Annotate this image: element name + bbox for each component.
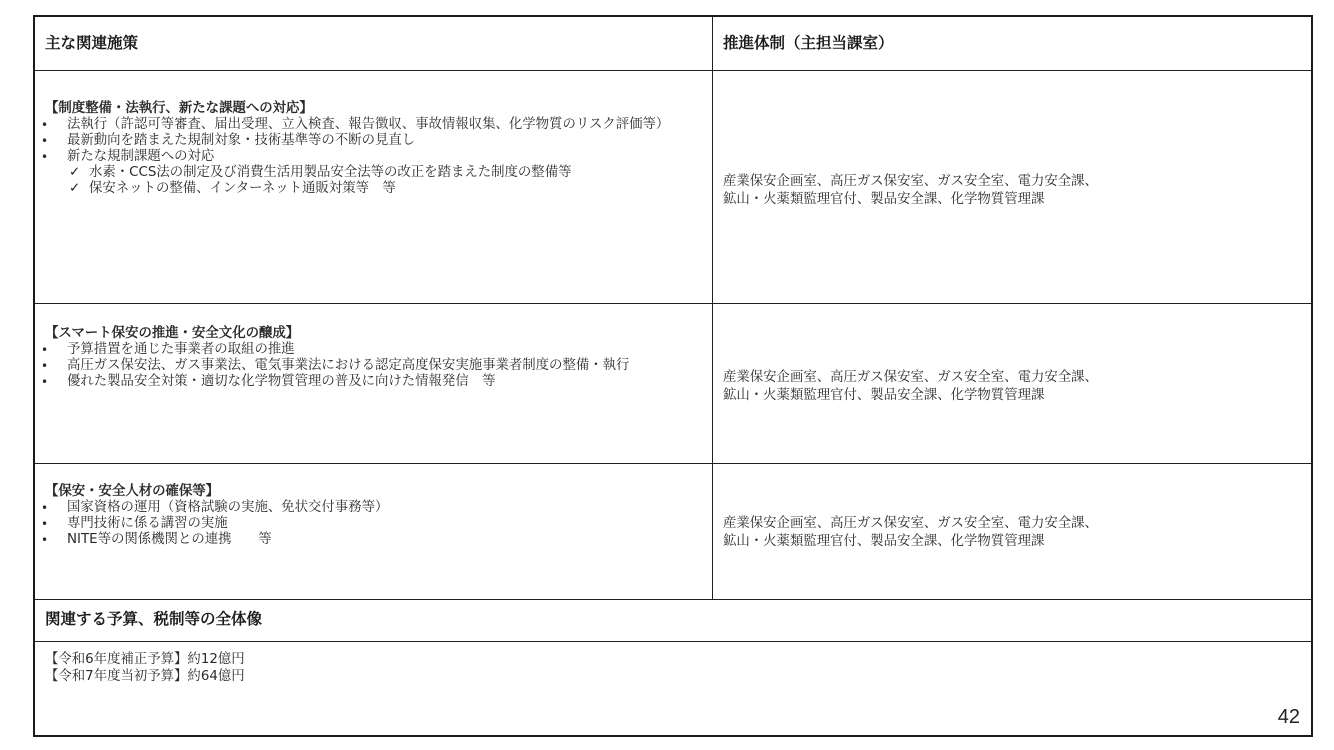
policy-table [33,15,1313,737]
header-divider [35,70,1311,71]
header-policies: 主な関連施策 [45,34,139,52]
row-divider-3 [35,599,1311,600]
list-item: • 予算措置を通じた事業者の取組の推進 [41,342,706,358]
list-item: • 最新動向を踏まえた規制対象・技術基準等の不断の見直し [41,133,706,149]
checkmark-icon: ✓ [69,165,81,180]
row-title: 【保安・安全人材の確保等】 [45,484,220,499]
list-item: ✓ 水素・CCS法の制定及び消費生活用製品安全法等の改正を踏まえた制度の整備等 [69,165,572,180]
checkmark-icon: ✓ [69,181,81,196]
list-item: • 国家資格の運用（資格試験の実施、免状交付事務等） [41,500,706,516]
list-item: ✓ 保安ネットの整備、インターネット通販対策等 等 [69,181,396,196]
policy-cell-2 [41,326,706,390]
page-number: 42 [1277,706,1300,728]
list-item: • 高圧ガス保安法、ガス事業法、電気事業法における認定高度保安実施事業者制度の整備・執行 [41,358,706,374]
responsible-cell-2: 産業保安企画室、高圧ガス保安室、ガス安全室、電力安全課、 鉱山・火薬類監理官付、製品安全課、化学物質管理課 [723,370,1098,403]
list-item: • NITE等の関係機関との連携 等 [41,532,706,548]
policy-cell-3 [41,484,706,548]
header-system: 推進体制（主担当課室） [723,34,894,52]
budget-content [45,651,245,685]
budget-line-initial: 【令和7年度当初予算】約64億円 [45,669,245,684]
row-title: 【スマート保安の推進・安全文化の醸成】 [45,326,300,341]
list-item: • 法執行（許認可等審査、届出受理、立入検査、報告徴収、事故情報収集、化学物質のリスク評価等） [41,117,706,133]
budget-header: 関連する予算、税制等の全体像 [45,610,263,628]
row-divider-2 [35,463,1311,464]
policy-cell-1 [41,101,706,197]
column-divider [712,17,713,599]
list-item: • 優れた製品安全対策・適切な化学物質管理の普及に向けた情報発信 等 [41,374,706,390]
budget-header-divider [35,641,1311,642]
budget-line-supplementary: 【令和6年度補正予算】約12億円 [45,652,245,667]
responsible-cell-3: 産業保安企画室、高圧ガス保安室、ガス安全室、電力安全課、 鉱山・火薬類監理官付、製品安全課、化学物質管理課 [723,516,1098,549]
row-divider-1 [35,303,1311,304]
responsible-cell-1: 産業保安企画室、高圧ガス保安室、ガス安全室、電力安全課、 鉱山・火薬類監理官付、製品安全課、化学物質管理課 [723,174,1098,207]
list-item: • 専門技術に係る講習の実施 [41,516,706,532]
row-title: 【制度整備・法執行、新たな課題への対応】 [45,101,313,116]
list-item: • 新たな規制課題への対応 [41,149,706,165]
